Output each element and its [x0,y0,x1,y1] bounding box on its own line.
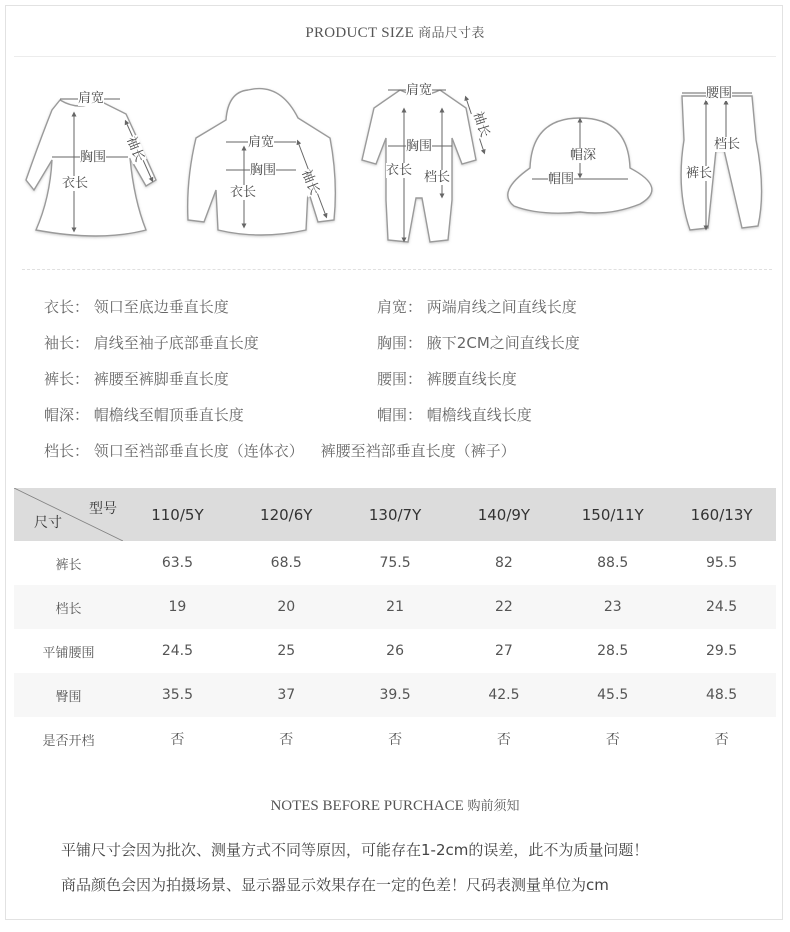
note-line: 平铺尺寸会因为批次、测量方式不同等原因，可能存在1-2cm的误差，此不为质量问题！ [61,841,649,859]
romper-length-label: 衣长 [386,163,413,178]
notes-title-en: NOTES BEFORE PURCHACE [270,798,464,814]
hat-circumference-label: 帽围 [548,172,575,187]
dress-shoulder-label: 肩宽 [78,91,105,106]
table-cell: 88.5 [597,555,629,571]
table-corner-cell [14,488,123,541]
definition-term: 胸围： [377,334,423,352]
table-cell: 68.5 [270,555,302,571]
table-cell: 82 [494,555,513,571]
page-title [0,22,790,42]
row-label: 平铺腰围 [42,645,95,661]
definition-item [377,404,532,425]
table-cell: 48.5 [705,687,738,703]
definition-item [377,332,580,353]
jacket-length-label: 衣长 [230,185,257,200]
table-cell: 42.5 [488,687,520,703]
size-table [14,488,776,761]
table-cell: 29.5 [705,643,738,659]
table-cell: 27 [494,643,513,659]
table-cell: 否 [170,732,185,748]
jacket-shoulder-label: 肩宽 [248,135,275,150]
definition-item [377,296,577,317]
measurement-illustrations [0,80,790,250]
title-divider [14,56,776,57]
table-cell: 否 [496,732,511,748]
dress-outline [26,100,156,236]
hat-depth-label: 帽深 [570,148,597,163]
row-label: 裤长 [55,557,82,573]
size-header: 160/13Y [690,505,753,524]
table-header-row [14,488,776,541]
definition-term: 腰围： [377,370,423,388]
table-cell: 37 [277,687,296,703]
definition-desc: 领口至底边垂直长度 [93,298,229,316]
table-cell: 否 [714,732,729,748]
definition-item [44,404,244,425]
table-cell: 19 [168,599,187,615]
definition-term: 帽深： [44,406,90,424]
definition-item [44,440,516,461]
table-cell: 45.5 [597,687,629,703]
table-cell: 22 [494,599,513,615]
table-cell: 39.5 [379,687,411,703]
definition-term: 袖长： [44,334,90,352]
notes-title [0,795,790,815]
table-row [14,673,776,717]
jacket-sleeve-label: 袖长 [298,167,322,198]
table-cell: 95.5 [705,555,738,571]
dress-chest-label: 胸围 [80,150,107,165]
table-cell: 63.5 [161,555,193,571]
size-header: 110/5Y [151,505,204,524]
table-cell: 否 [279,732,294,748]
definition-item [44,332,259,353]
jacket-outline [188,89,336,235]
table-cell: 24.5 [705,599,738,615]
table-cell: 24.5 [161,643,193,659]
title-zh: 商品尺寸表 [418,26,485,41]
pants-crotch-label: 档长 [714,137,741,152]
table-row [14,541,776,585]
table-cell: 75.5 [379,555,411,571]
definition-desc-2: 裤腰至裆部垂直长度（裤子） [320,442,516,460]
definition-desc: 帽檐线直线长度 [426,406,532,424]
size-header: 140/9Y [477,505,531,524]
table-cell: 23 [603,599,622,615]
definition-desc: 腋下2CM之间直线长度 [426,334,580,352]
pants-waist-label: 腰围 [706,86,733,101]
definition-desc: 帽檐线至帽顶垂直长度 [93,406,244,424]
table-cell: 25 [277,643,296,659]
romper-sleeve-label: 袖长 [469,109,493,140]
jacket-chest-label: 胸围 [250,163,277,178]
illustration-divider [22,269,772,270]
romper-shoulder-label: 肩宽 [406,83,433,98]
definition-term: 衣长： [44,298,90,316]
definition-desc: 肩线至袖子底部垂直长度 [93,334,259,352]
table-cell: 20 [277,599,296,615]
romper-chest-label: 胸围 [406,139,433,154]
definition-item [377,368,517,389]
table-cell: 35.5 [161,687,193,703]
dress-sleeve-label: 袖长 [123,134,147,165]
definition-term: 肩宽： [377,298,423,316]
row-label: 是否开档 [42,733,95,749]
table-cell: 否 [605,732,620,748]
romper-outline [362,90,476,242]
table-cell: 否 [388,732,403,748]
definition-desc: 裤腰直线长度 [426,370,517,388]
pants-length-label: 裤长 [686,166,713,181]
size-header: 130/7Y [368,505,422,524]
size-header: 150/11Y [581,505,644,524]
definition-term: 帽围： [377,406,423,424]
romper-crotch-label: 档长 [424,170,451,185]
corner-model-label: 型号 [89,501,117,517]
row-label: 档长 [55,601,82,617]
table-cell: 28.5 [597,643,629,659]
table-cell: 26 [386,643,404,659]
definition-term: 裤长： [44,370,90,388]
table-row [14,629,776,673]
definition-desc: 裤腰至裤脚垂直长度 [93,370,229,388]
definition-desc: 两端肩线之间直线长度 [426,298,577,316]
row-label: 臀围 [55,689,82,705]
title-en: PRODUCT SIZE [305,25,415,41]
table-row [14,585,776,629]
definition-item [44,296,229,317]
notes-title-zh: 购前须知 [467,799,520,814]
dress-length-label: 衣长 [62,176,89,191]
definition-item [44,368,229,389]
pants-outline [681,96,761,230]
note-line: 商品颜色会因为拍摄场景、显示器显示效果存在一定的色差！尺码表测量单位为cm [61,876,609,894]
table-row [14,717,776,761]
corner-size-label: 尺寸 [34,515,62,531]
definition-desc: 领口至裆部垂直长度（连体衣） [93,442,304,460]
definition-term: 档长： [44,442,90,460]
size-header: 120/6Y [260,505,313,524]
table-cell: 21 [386,599,404,615]
